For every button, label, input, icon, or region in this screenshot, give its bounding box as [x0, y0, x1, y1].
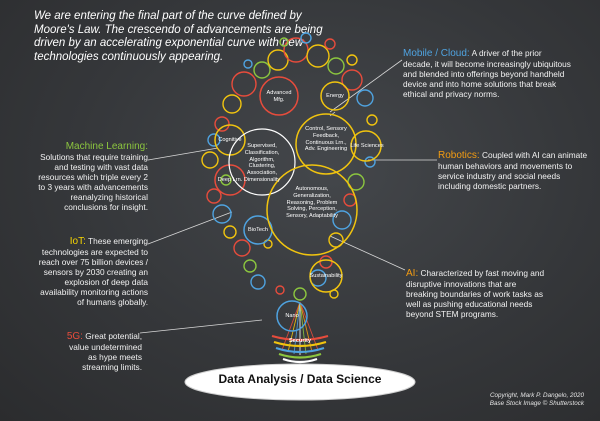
connector-5g	[140, 320, 262, 333]
node-supervised: Supervised, Classification, Algorithm, Clustering, Association, Dimensionality	[243, 143, 281, 183]
callout-robotics	[438, 150, 588, 191]
callout-ai-body: Characterized by fast moving and disruptive innovations that are breaking boundaries of work tasks as well as pushing educational needs beyond STEM programs.	[406, 268, 545, 319]
callout-5g-title: 5G:	[66, 331, 83, 342]
connector-mobile	[330, 60, 402, 112]
node-advanced-mfg: Advanced Mfg.	[266, 90, 292, 103]
node-control: Control, Sensory Feedback, Continuous Lrn., Adv. Engineering	[304, 126, 348, 153]
node-life-sciences: Life Sciences	[350, 143, 384, 149]
callout-machine-learning-body: Solutions that require training and testing with vast data resources which triple every 2 to 3 years with advancements reanalyzing historical conclusions for insight.	[38, 152, 148, 212]
callout-ai-title: AI:	[406, 268, 419, 279]
node-cognitive: Cognitive	[218, 137, 242, 143]
callout-5g	[60, 331, 142, 372]
callout-iot	[38, 236, 148, 307]
callout-machine-learning	[38, 142, 148, 212]
callout-iot-body: These emerging technologies are expected to reach over 75 billion devices / sensors by 2030 creating an explosion of deep data availability monitoring actions of humans globally.	[38, 236, 148, 307]
connector-ml	[148, 148, 218, 160]
node-biotech: BioTech	[248, 227, 268, 233]
node-deep-lrn: Deep Lrn.	[217, 177, 243, 183]
callout-iot-title: IoT:	[69, 236, 86, 247]
node-nano: Nano	[285, 313, 299, 319]
connector-ai	[330, 236, 405, 270]
node-security: Security	[288, 338, 312, 344]
callout-mobile-cloud	[403, 48, 573, 99]
callout-mobile-cloud-body: A driver of the prior decade, it will become increasingly ubiquitous and blended into offerings beyond handheld device and into home solutions that break ethical and privacy norms.	[403, 48, 571, 99]
callout-ai	[406, 268, 546, 319]
callout-mobile-cloud-title: Mobile / Cloud:	[403, 48, 470, 59]
callout-5g-body: Great potential, value undetermined as hype meets streaming limits.	[69, 331, 142, 372]
callout-robotics-title: Robotics:	[438, 150, 480, 161]
credit-line-2: Base Stock Image © Shutterstock	[489, 400, 584, 407]
callout-robotics-body: Coupled with AI can animate human behaviors and movements to service industry and social needs including domestic partners.	[438, 150, 588, 191]
connector-iot	[148, 212, 232, 244]
decorative-bubbles	[202, 33, 377, 300]
credit-line-1: Copyright, Mark P. Dangelo, 2020	[489, 392, 584, 399]
node-energy: Energy	[326, 93, 344, 99]
credit	[490, 392, 584, 408]
node-autonomous: Autonomous, Generalization, Reasoning, Problem Solving, Perception, Sensory, Adaptability	[286, 186, 338, 220]
callout-machine-learning-title: Machine Learning:	[65, 141, 148, 152]
base-label: Data Analysis / Data Science	[218, 372, 382, 386]
node-sustainability: Sustainability	[309, 273, 343, 279]
headline: We are entering the final part of the curve defined by Moore's Law. The crescendo of advancements are being driven by an accelerating exponential curve with new technologies continuously appearing.	[34, 10, 323, 63]
